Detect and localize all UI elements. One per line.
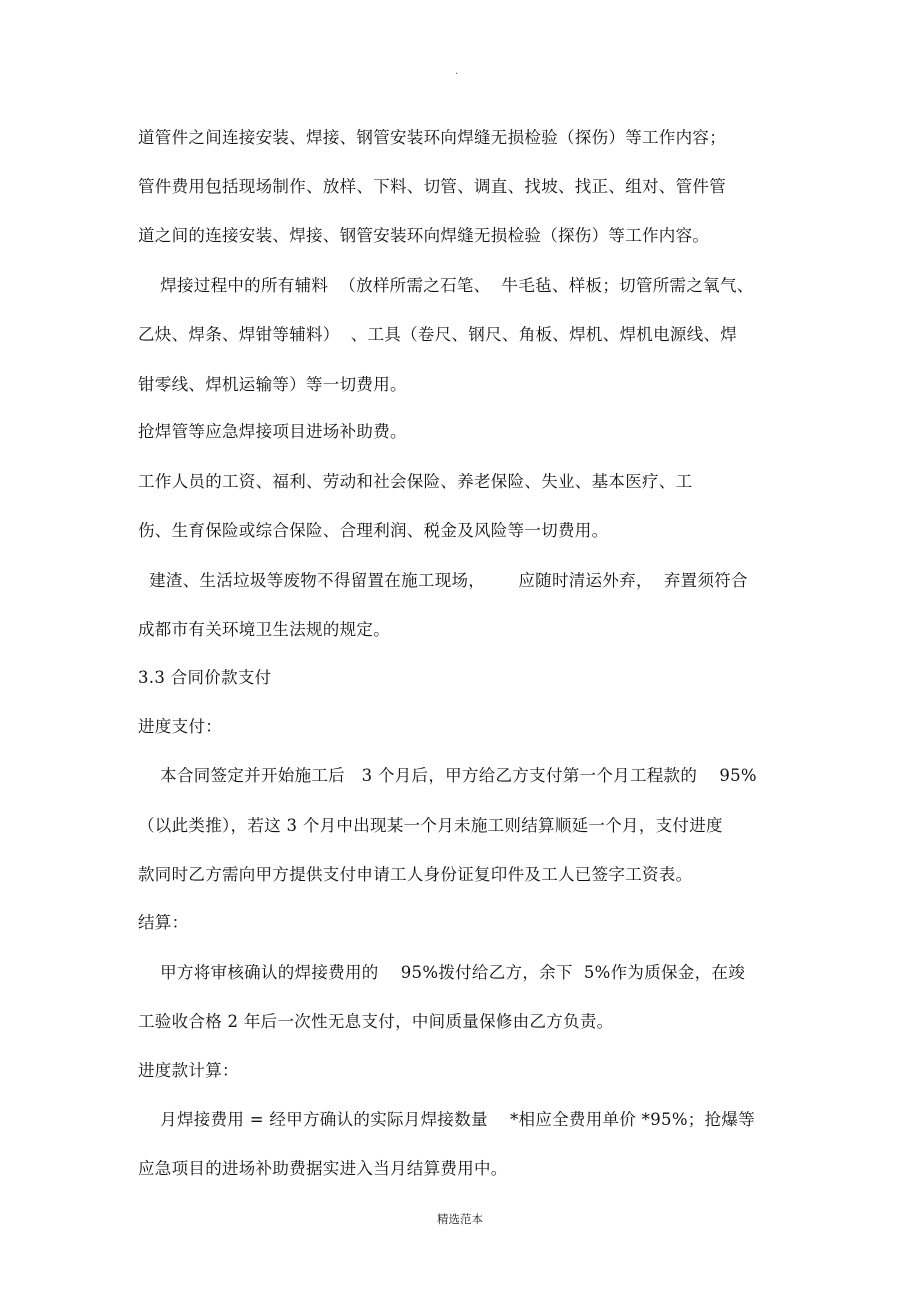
text-line: 管件费用包括现场制作、放样、下料、切管、调直、找坡、找正、组对、管件管 (138, 177, 726, 196)
text-line: 成都市有关环境卫生法规的规定。 (138, 620, 390, 639)
text-line: 道之间的连接安装、焊接、钢管安装环向焊缝无损检验（探伤）等工作内容。 (138, 226, 710, 245)
text-line: 焊接过程中的所有辅料 （放样所需之石笔、 牛毛毡、样板；切管所需之氧气、 (138, 276, 754, 295)
text-line: 应急项目的进场补助费据实进入当月结算费用中。 (138, 1159, 508, 1178)
subheading: 结算： (138, 913, 189, 932)
text-line: 工验收合格 2 年后一次性无息支付，中间质量保修由乙方负责。 (138, 1012, 614, 1031)
text-line: 伤、生育保险或综合保险、合理利润、税金及风险等一切费用。 (138, 521, 609, 540)
text-line: （以此类推），若这 3 个月中出现某一个月未施工则结算顺延一个月，支付进度 (138, 816, 723, 835)
text-line: 款同时乙方需向甲方提供支付申请工人身份证复印件及工人已签字工资表。 (138, 865, 693, 884)
subheading: 进度款计算： (138, 1061, 239, 1080)
section-heading: 3.3 合同价款支付 (138, 668, 272, 687)
text-line: 乙炔、焊条、焊钳等辅料） 、工具（卷尺、钢尺、角板、焊机、焊机电源线、焊 (138, 325, 738, 344)
subheading: 进度支付： (138, 717, 222, 736)
page-mark: . (455, 66, 459, 77)
text-line: 钳零线、焊机运输等）等一切费用。 (138, 375, 407, 394)
text-line: 道管件之间连接安装、焊接、钢管安装环向焊缝无损检验（探伤）等工作内容； (138, 128, 726, 147)
text-line: 月焊接费用 = 经甲方确认的实际月焊接数量 *相应全费用单价 *95%；抢爆等 (138, 1110, 755, 1129)
page-footer: 精选范本 (437, 1212, 483, 1226)
text-line: 甲方将审核确认的焊接费用的 95%拨付给乙方，余下 5%作为质保金，在竣 (138, 963, 745, 982)
text-line: 本合同签定并开始施工后 3 个月后，甲方给乙方支付第一个月工程款的 95% (138, 766, 757, 785)
text-line: 抢焊管等应急焊接项目进场补助费。 (138, 422, 407, 441)
text-line: 工作人员的工资、福利、劳动和社会保险、养老保险、失业、基本医疗、工 (138, 472, 693, 491)
text-line: 建渣、生活垃圾等废物不得留置在施工现场， 应随时清运外弃， 弃置须符合 (138, 571, 748, 590)
